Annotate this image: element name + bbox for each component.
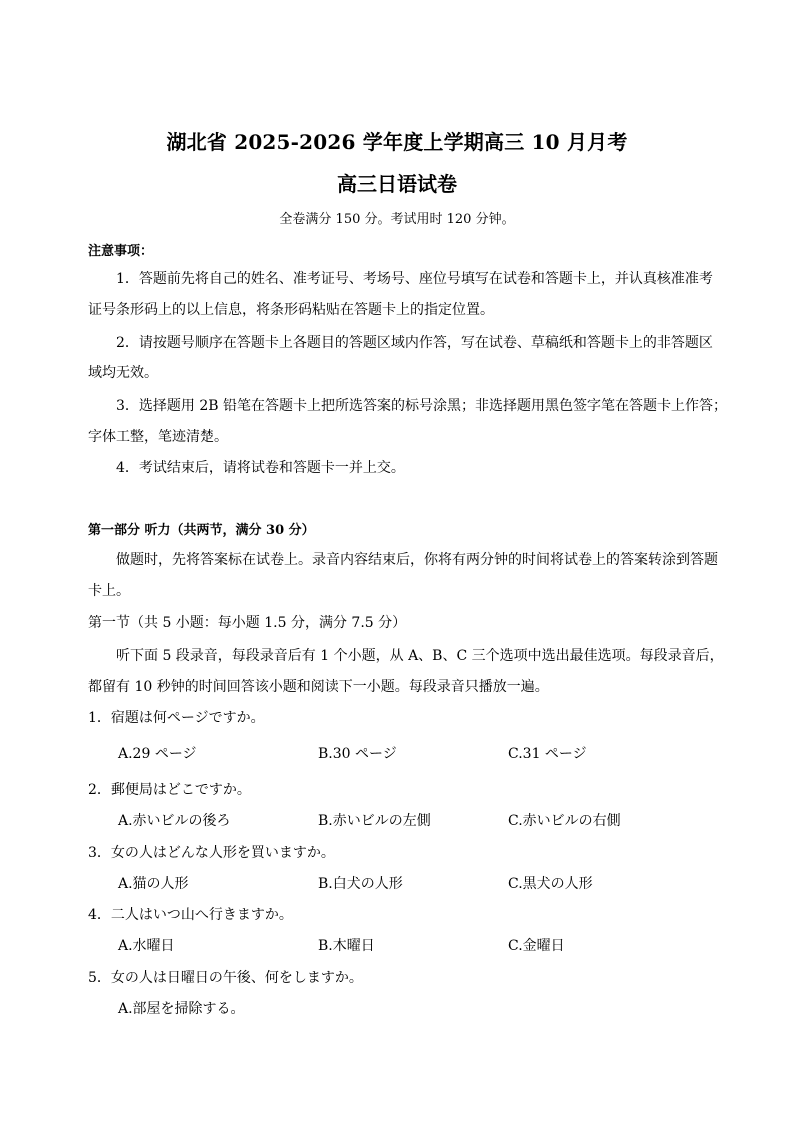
score-info: 全卷满分 150 分。考试用时 120 分钟。 — [279, 212, 515, 227]
question-3-option-c: C.黒犬の人形 — [508, 876, 593, 892]
exam-subtitle: 高三日语试卷 — [337, 172, 457, 196]
note-2-line1: 2．请按题号顺序在答题卡上各题目的答题区域内作答，写在试卷、草稿纸和答题卡上的非答题区 — [116, 335, 713, 351]
question-2: 2．郵便局はどこですか。 — [88, 782, 251, 798]
question-1: 1．宿題は何ページですか。 — [88, 710, 265, 726]
note-3-line1: 3．选择题用 2B 铅笔在答题卡上把所选答案的标号涂黑；非选择题用黑色签字笔在答题卡上作答； — [116, 398, 728, 414]
note-2-line2: 域均无效。 — [88, 365, 158, 381]
question-1-option-b: B.30 ページ — [318, 746, 397, 762]
note-4-line1: 4．考试结束后，请将试卷和答题卡一并上交。 — [116, 460, 405, 476]
note-3-line2: 字体工整，笔迹清楚。 — [88, 429, 228, 445]
question-4-option-c: C.金曜日 — [508, 938, 565, 954]
note-1-line1: 1．答题前先将自己的姓名、准考证号、考场号、座位号填写在试卷和答题卡上，并认真核准准考 — [116, 271, 713, 287]
question-5-option-a: A.部屋を掃除する。 — [118, 1001, 245, 1017]
part1-heading: 第一部分 听力（共两节，满分 30 分） — [88, 523, 315, 538]
section1-intro-line1: 听下面 5 段录音，每段录音后有 1 个小题，从 A、B、C 三个选项中选出最佳选项。每段录音后， — [116, 648, 724, 664]
part1-intro-line2: 卡上。 — [88, 583, 130, 599]
question-1-option-c: C.31 ページ — [508, 746, 587, 762]
question-1-option-a: A.29 ページ — [118, 746, 197, 762]
question-4: 4．二人はいつ山へ行きますか。 — [88, 907, 293, 923]
note-1-line2: 证号条形码上的以上信息，将条形码粘贴在答题卡上的指定位置。 — [88, 302, 494, 318]
question-5: 5．女の人は日曜日の午後、何をしますか。 — [88, 970, 363, 986]
question-3: 3．女の人はどんな人形を買いますか。 — [88, 845, 335, 861]
question-3-option-a: A.猫の人形 — [118, 876, 189, 892]
notes-heading: 注意事项： — [88, 244, 154, 259]
question-4-option-b: B.木曜日 — [318, 938, 375, 954]
question-2-option-b: B.赤いビルの左側 — [318, 813, 431, 829]
section1-heading: 第一节（共 5 小题：每小题 1.5 分，满分 7.5 分） — [88, 615, 407, 631]
part1-intro-line1: 做题时，先将答案标在试卷上。录音内容结束后，你将有两分钟的时间将试卷上的答案转涂到答题 — [116, 552, 718, 568]
question-4-option-a: A.水曜日 — [118, 938, 175, 954]
question-2-option-a: A.赤いビルの後ろ — [118, 813, 231, 829]
question-3-option-b: B.白犬の人形 — [318, 876, 403, 892]
exam-title: 湖北省 2025-2026 学年度上学期高三 10 月月考 — [166, 130, 628, 154]
section1-intro-line2: 都留有 10 秒钟的时间回答该小题和阅读下一小题。每段录音只播放一遍。 — [88, 679, 549, 695]
question-2-option-c: C.赤いビルの右側 — [508, 813, 621, 829]
